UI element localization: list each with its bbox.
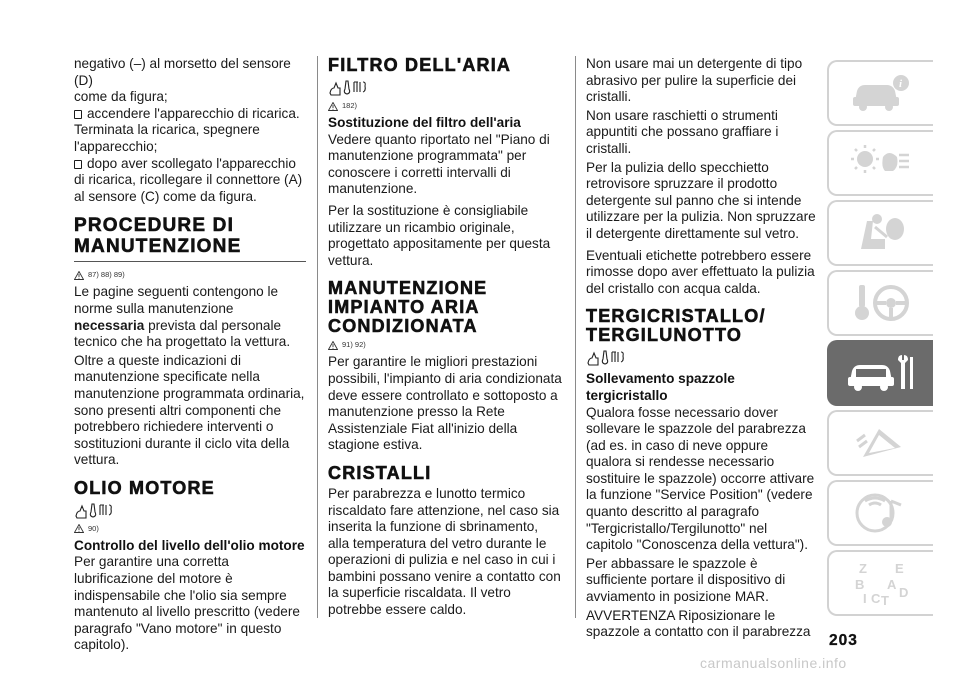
body-paragraph: Oltre a queste indicazioni di manutenzione specificate nella manutenzione programmata ordinaria, sono presenti altri componenti che potrebbero richiedere interventi o sostituzioni durante il ciclo vita della vettura. [74,352,305,468]
warning-icon [74,271,84,280]
key-steering-wheel-icon [849,281,913,325]
tab-alphabet-index[interactable] [827,550,933,616]
section-title: FILTRO DELL'ARIA [328,55,512,75]
body-paragraph: AVVERTENZA Riposizionare le spazzole a contatto con il parabrezza [586,607,811,640]
section-title: CRISTALLI [328,462,432,483]
bold-text: necessaria [74,317,145,333]
checkbox-bullet-icon [74,110,82,119]
section-tergicristallo [586,307,816,641]
tab-dashboard-lights[interactable] [827,130,933,196]
engine-oil-lab-icon [328,79,562,97]
column-divider-left [317,56,318,618]
index-letter: A [887,577,897,592]
index-letter: E [895,561,904,576]
page-number: 203 [829,632,858,649]
warning-ref-numbers: 182) [342,100,358,110]
column-left [74,56,306,654]
media-music-icon [849,491,913,535]
bullet-item [74,156,306,173]
warning-refs [74,522,306,536]
body-paragraph [74,284,306,350]
column-right [586,56,816,641]
intro-line: negativo (–) al morsetto del sensore (D) [74,56,291,88]
bullet-text: accendere l'apparecchio di ricarica. [87,105,300,121]
tab-key-steering[interactable] [827,270,933,336]
index-letter: I [863,591,867,606]
warning-icon [74,524,84,533]
engine-oil-lab-icon [586,349,816,367]
section-title: MANUTENZIONE IMPIANTO ARIA CONDIZIONATA [328,278,488,337]
svg-text:i: i [899,78,903,90]
section-title: TERGICRISTALLO/ TERGILUNOTTO [586,306,766,346]
tab-car-emergency[interactable] [827,410,933,476]
warning-icon [328,102,338,111]
tab-media-music[interactable] [827,480,933,546]
section-title: OLIO MOTORE [74,477,215,498]
bullet-text: dopo aver scollegato l'apparecchio [87,155,296,171]
warning-refs [328,338,562,352]
watermark-text: carmanualsonline.info [700,655,847,671]
section-cristalli [328,464,562,619]
tab-car-tools[interactable] [827,340,933,406]
index-letter: D [899,585,909,600]
body-text: di ricarica, ricollegare il connettore (A) al sensore (C) come da figura. [74,172,303,204]
section-manutenzione-aria [328,279,562,454]
body-paragraph: Non usare mai un detergente di tipo abrasivo per pulire la superficie dei cristalli. [586,56,803,105]
car-tools-icon [846,351,916,395]
tab-car-info[interactable] [827,60,933,126]
index-letter: T [881,593,889,607]
index-letter: B [855,577,865,592]
intro-paragraph [74,56,306,205]
section-title: PROCEDURE DI [74,215,235,237]
dashboard-lights-icon [849,141,913,185]
index-letter: Z [859,561,867,576]
body-paragraph: Per garantire le migliori prestazioni possibili, l'impianto di aria condizionata deve essere controllato e sottoposto a manutenzione presso la Rete Assistenziale Fiat all'inizio della stagione estiva. [328,354,562,453]
warning-refs [328,99,562,113]
bullet-item [74,106,306,123]
title-underline [74,261,306,262]
section-procedure [74,215,306,469]
tab-airbag-seat[interactable] [827,200,933,266]
intro-line: come da figura; [74,89,168,105]
body-text: prevista dal personale tecnico che ha progettato la vettura. [74,317,291,350]
body-paragraph: Per parabrezza e lunotto termico riscaldato fare attenzione, nel caso sia inserita la funzione di sbrinamento, alla temperatura del vetro durante le operazioni di pulizia e nel caso in cui i bambini possano venire a contatto con la superficie riscaldata. Il vetro potrebbe essere caldo. [328,485,561,618]
warning-ref-numbers: 87) 88) 89) [88,270,125,280]
warning-icon [328,341,338,350]
car-emergency-icon [849,421,913,465]
column-middle [328,56,562,619]
subsection-title: Sollevamento spazzole tergicristallo [586,371,735,403]
checkbox-bullet-icon [74,160,82,169]
body-paragraph: Per garantire una corretta lubrificazione del motore è indispensabile che l'olio sia sempre mantenuto al livello prescritto (vedere paragrafo "Vano motore" in questo capitolo). [74,554,300,653]
section-title: MANUTENZIONE [74,236,242,258]
subsection-title: Controllo del livello dell'olio motore [74,537,305,553]
subsection-title: Sostituzione del filtro dell'aria [328,115,521,130]
alphabet-index-icon [849,559,913,607]
body-text: Terminata la ricarica, spegnere l'apparecchio; [74,122,260,154]
body-paragraph: Qualora fosse necessario dover sollevare le spazzole del parabrezza (ad es. in caso di neve oppure qualora si rendesse necessario sostituire le spazzole) occorre attivare la funzione "Service Position" (vedere quanto descritto al paragrafo "Tergicristallo/Tergilunotto" nel capitolo "Conoscenza della vettura"). [586,404,815,553]
index-letter: C [871,591,881,606]
airbag-seat-icon [849,211,913,255]
body-paragraph: Vedere quanto riportato nel "Piano di manutenzione programmata" per conoscere i corretti intervalli di manutenzione. [328,131,550,197]
body-text: Le pagine seguenti contengono le norme sulla manutenzione [74,284,279,316]
section-filtro [328,56,562,269]
body-paragraph: Per abbassare le spazzole è sufficiente portare il dispositivo di avviamento in posizione MAR. [586,555,786,605]
body-paragraph: Per la sostituzione è consigliabile utilizzare un ricambio originale, progettato appositamente per questa vettura. [328,202,551,268]
warning-ref-numbers: 90) [88,523,99,533]
warning-refs [74,268,306,282]
warning-ref-numbers: 91) 92) [342,340,366,350]
body-paragraph: Per la pulizia dello specchietto retrovisore spruzzare il prodotto detergente sul panno che si intende utilizzare per la pulizia. Non spruzzare il detergente direttamente sul vetro. [586,159,816,241]
car-info-icon [849,73,913,113]
chapter-tabs [827,60,935,620]
column-divider-right [575,56,576,618]
engine-oil-lab-icon [74,502,306,520]
section-olio [74,479,306,654]
body-paragraph: Non usare raschietti o strumenti appuntiti che possano graffiare i cristalli. [586,107,779,156]
body-paragraph: Eventuali etichette potrebbero essere rimosse dopo aver effettuato la pulizia del cristallo con acqua calda. [586,247,815,296]
